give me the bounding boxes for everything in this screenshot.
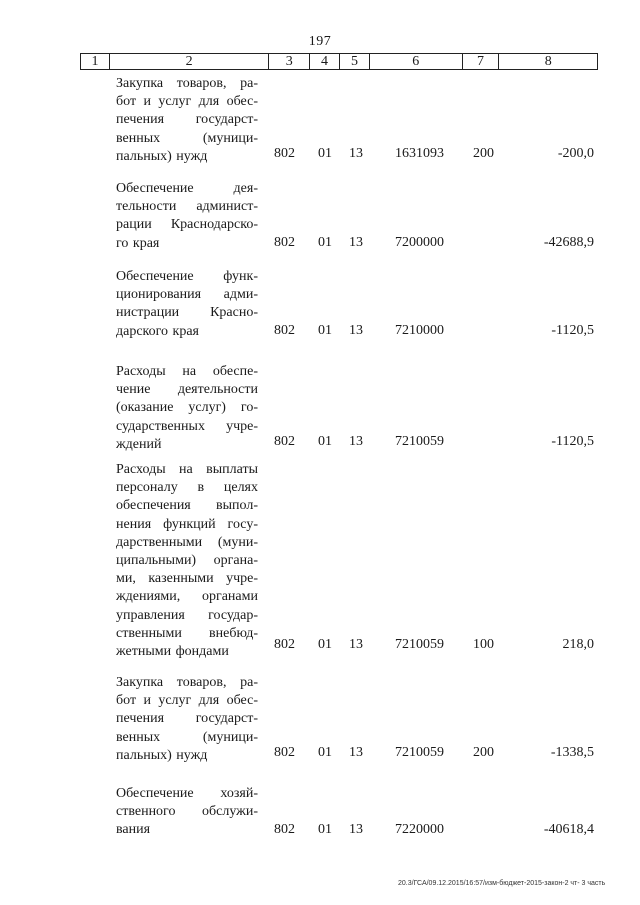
description-line: бот и услуг для обес- [116, 693, 258, 709]
cell-c8: -1120,5 [551, 323, 594, 338]
cell-c6: 7210000 [395, 323, 444, 338]
cell-c6: 7210059 [395, 637, 444, 652]
column-header-5: 5 [340, 54, 370, 69]
cell-c4: 01 [318, 235, 332, 250]
cell-c6: 1631093 [395, 146, 444, 161]
cell-c5: 13 [349, 235, 363, 250]
cell-c8: -42688,9 [543, 235, 594, 250]
cell-c5: 13 [349, 745, 363, 760]
table-row [0, 75, 640, 163]
description-line: Расходы на выплаты [116, 462, 258, 477]
table-row [0, 461, 640, 660]
cell-c4: 01 [318, 434, 332, 449]
column-header-2: 2 [110, 54, 269, 69]
cell-c8: -1120,5 [551, 434, 594, 449]
cell-c3: 802 [274, 146, 295, 161]
description-line: Обеспечение функ- [116, 269, 258, 284]
description-line: го края [116, 235, 160, 251]
cell-c4: 01 [318, 637, 332, 652]
cell-c4: 01 [318, 745, 332, 760]
cell-c8: -1338,5 [550, 745, 594, 760]
description-line: Обеспечение дея- [116, 181, 258, 196]
cell-c3: 802 [274, 637, 295, 652]
cell-c8: 218,0 [562, 637, 594, 652]
column-header-4: 4 [310, 54, 340, 69]
description-line: печения государст- [116, 112, 258, 128]
cell-c5: 13 [349, 323, 363, 338]
cell-c8: -40618,4 [543, 822, 594, 837]
column-header-3: 3 [269, 54, 310, 69]
description-line: Закупка товаров, ра- [116, 675, 258, 690]
cell-c5: 13 [349, 822, 363, 837]
description-line: ми, казенными учре- [116, 571, 258, 587]
cell-c3: 802 [274, 434, 295, 449]
cell-c4: 01 [318, 323, 332, 338]
description-line: Закупка товаров, ра- [116, 76, 258, 91]
description-line: печения государст- [116, 711, 258, 727]
description-line: вания [116, 822, 151, 838]
description-line: ственными внебюд- [116, 625, 258, 641]
cell-c3: 802 [274, 323, 295, 338]
description-line: ждений [116, 436, 162, 452]
cell-c4: 01 [318, 146, 332, 161]
description-line: жетными фондами [116, 644, 229, 660]
page-number: 197 [308, 34, 332, 49]
description-line: нения функций госу- [116, 516, 258, 532]
description-line: чение деятельности [116, 382, 258, 398]
description-line: пальных) нужд [116, 747, 208, 763]
description-line: управления государ- [116, 607, 258, 623]
description-line: персоналу в целях [116, 480, 258, 496]
cell-c3: 802 [274, 822, 295, 837]
table-row [0, 180, 640, 252]
row-description [116, 363, 258, 454]
row-description [116, 75, 258, 166]
cell-c6: 7220000 [395, 822, 444, 837]
table-row [0, 268, 640, 340]
description-line: пальных) нужд [116, 148, 208, 164]
column-header-1: 1 [81, 54, 110, 69]
cell-c4: 01 [318, 822, 332, 837]
cell-c3: 802 [274, 745, 295, 760]
description-line: дарственными (муни- [116, 534, 258, 550]
cell-c6: 7200000 [395, 235, 444, 250]
description-line: (оказание услуг) го- [116, 400, 258, 416]
cell-c5: 13 [349, 637, 363, 652]
description-line: бот и услуг для обес- [116, 94, 258, 110]
table-row [0, 363, 640, 451]
column-header-8: 8 [544, 53, 552, 69]
description-line: венных (муници- [116, 729, 258, 745]
row-description [116, 785, 258, 840]
description-line: ципальными) органа- [116, 553, 258, 569]
cell-c7: 100 [473, 637, 494, 652]
cell-c7: 200 [473, 146, 494, 161]
description-line: ждениями, органами [116, 589, 258, 605]
cell-c8: -200,0 [557, 146, 594, 161]
row-description [116, 461, 258, 661]
description-line: обеспечения выпол- [116, 498, 258, 514]
cell-c7: 200 [473, 745, 494, 760]
description-line: ционирования адми- [116, 287, 258, 303]
column-header-6: 6 [370, 54, 463, 69]
description-line: рации Краснодарско- [116, 217, 258, 233]
column-header-7: 7 [463, 54, 500, 69]
document-footer-path: 20.3/ГСА/09.12.2015/16:57/изм-бюджет-2015-закон-2 чт- 3 часть [398, 880, 606, 887]
description-line: сударственных учре- [116, 418, 258, 434]
table-header-row [80, 53, 598, 70]
row-description [116, 268, 258, 341]
cell-c3: 802 [274, 235, 295, 250]
row-description [116, 674, 258, 765]
table-row [0, 674, 640, 762]
description-line: Обеспечение хозяй- [116, 786, 258, 801]
cell-c5: 13 [349, 434, 363, 449]
description-line: Расходы на обеспе- [116, 364, 258, 379]
description-line: тельности админист- [116, 199, 258, 215]
description-line: венных (муници- [116, 130, 258, 146]
description-line: дарского края [116, 323, 199, 339]
cell-c6: 7210059 [395, 745, 444, 760]
cell-c5: 13 [349, 146, 363, 161]
description-line: нистрации Красно- [116, 305, 258, 321]
row-description [116, 180, 258, 253]
table-row [0, 785, 640, 839]
description-line: ственного обслужи- [116, 804, 258, 820]
cell-c6: 7210059 [395, 434, 444, 449]
